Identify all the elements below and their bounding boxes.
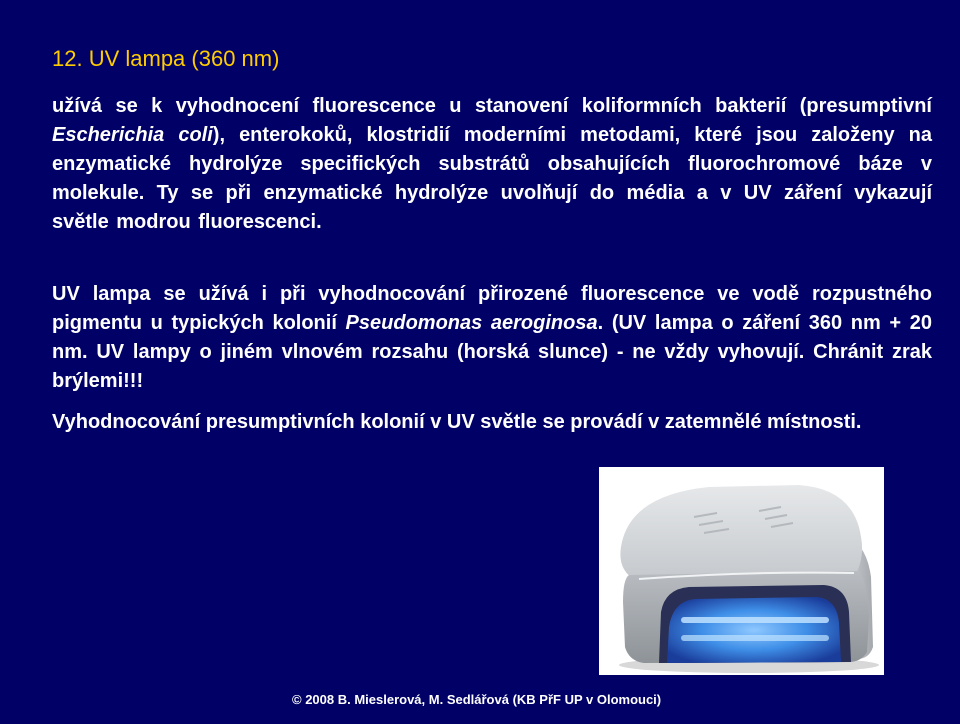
paragraph-2-text-b: . (UV lampa o záření 360 nm + 20 nm. UV lampy o jiném vlnovém rozsahu (horská slunce) - ne vždy vyhovují. Chránit zrak brýlemi!!! [52, 312, 932, 392]
species-escherichia-coli: Escherichia coli [52, 124, 213, 146]
slide-title: 12. UV lampa (360 nm) [52, 46, 280, 71]
paragraph-uv-fluorescence [52, 92, 932, 237]
paragraph-1-text-b: ), enterokoků, klostridií moderními metodami, které jsou založeny na enzymatické hydrolýze specifických substrátů obsahujících fluorochromové báze v molekule. Ty se při enzymatické hydrolýze uvolňují do média a v UV záření vykazují světle modrou fluorescenci. [52, 124, 933, 233]
paragraph-dark-room: Vyhodnocování presumptivních kolonií v UV světle se provádí v zatemnělé místnosti. [52, 411, 862, 433]
paragraph-2-text-a: UV lampa se užívá i při vyhodnocování přirozené fluorescence ve vodě rozpustného pigmentu u typických kolonií [52, 283, 932, 334]
footer-copyright: © 2008 B. Mieslerová, M. Sedlářová (KB PřF UP v Olomouci) [292, 692, 662, 707]
species-pseudomonas: Pseudomonas aeroginosa [345, 312, 598, 334]
uv-lamp-image [599, 467, 884, 675]
paragraph-natural-fluorescence [52, 280, 932, 396]
paragraph-1-text-a: užívá se k vyhodnocení fluorescence u stanovení koliformních bakterií (presumptivní [52, 95, 932, 117]
uv-lamp-drawing [599, 467, 884, 675]
